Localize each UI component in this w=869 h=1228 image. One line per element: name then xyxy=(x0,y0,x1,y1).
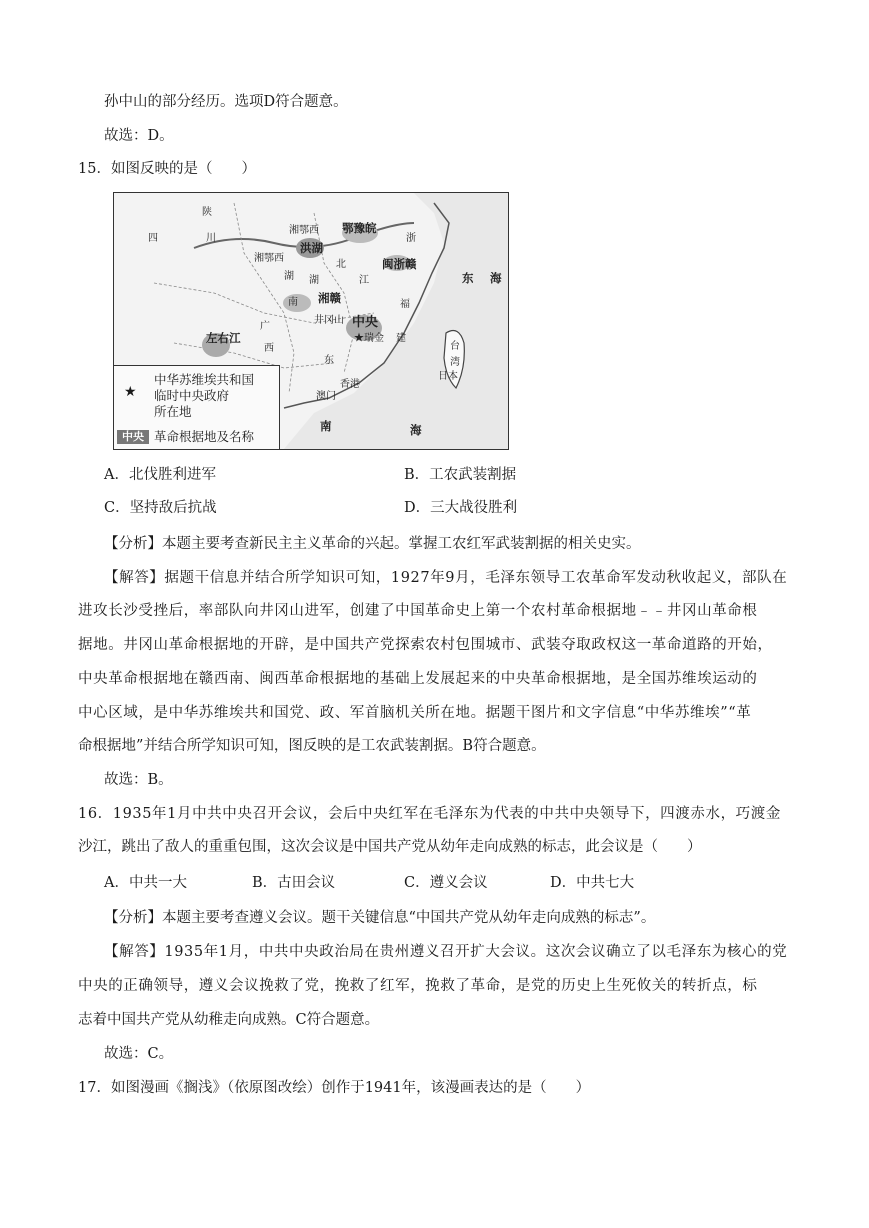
solution-15: 进攻长沙受挫后，率部队向井冈山进军，创建了中国革命史上第一个农村革命根据地﹣﹣井冈山革命根 xyxy=(78,603,758,619)
option-a: A．北伐胜利进军 xyxy=(104,467,216,483)
option-b: B．古田会议 xyxy=(252,875,336,891)
option-d: D．中共七大 xyxy=(550,875,635,891)
map-label: 闽浙赣 xyxy=(382,257,417,271)
map-label: 东 xyxy=(462,271,474,285)
analysis-16: 【分析】本题主要考查遵义会议。题干关键信息“中国共产党从幼年走向成熟的标志”。 xyxy=(104,910,656,926)
solution-15: 【解答】据题干信息并结合所学知识可知，1927年9月，毛泽东领导工农革命军发动秋收起义，部队在 xyxy=(104,570,788,586)
legend-base-swatch: 中央 xyxy=(117,430,149,444)
map-label: 台 xyxy=(450,341,460,352)
map-label: 陕 xyxy=(202,207,212,218)
map-label: 湘赣 xyxy=(318,291,341,305)
map-label: 东 xyxy=(324,355,334,366)
map-label: 南 xyxy=(320,419,332,433)
star-icon: ★ xyxy=(124,384,137,400)
option-a: A．中共一大 xyxy=(104,875,187,891)
legend-text: 中华苏维埃共和国 xyxy=(154,372,255,387)
solution-15: 据地。井冈山革命根据地的开辟，是中国共产党探索农村包围城市、武装夺取政权这一革命道路的开始， xyxy=(78,637,773,653)
map-label: 日本 xyxy=(438,371,458,382)
map-label: 海 xyxy=(490,271,502,285)
map-label: 澳门 xyxy=(316,391,336,402)
map-label: 湘鄂西 xyxy=(289,225,319,236)
option-b: B．工农武装割据 xyxy=(404,467,517,483)
map-legend xyxy=(114,365,280,450)
answer-15: 故选：B。 xyxy=(104,772,173,788)
map-label: 广 xyxy=(260,321,270,332)
map-label: 浙 xyxy=(406,233,416,244)
map-label: ★瑞金 xyxy=(354,333,384,344)
map-label: 井冈山 xyxy=(314,315,344,326)
solution-16: 【解答】1935年1月，中共中央政治局在贵州遵义召开扩大会议。这次会议确立了以毛泽东为核心的党 xyxy=(104,944,788,960)
map-label: 中央 xyxy=(352,315,379,330)
map-label: 建 xyxy=(396,333,406,344)
map-label: 江 xyxy=(359,275,369,286)
solution-15: 命根据地”并结合所学知识可知，图反映的是工农武装割据。B符合题意。 xyxy=(78,738,546,754)
solution-16: 志着中国共产党从幼稚走向成熟。C符合题意。 xyxy=(78,1012,380,1028)
legend-text: 所在地 xyxy=(154,404,192,419)
map-label: 湖 xyxy=(284,271,294,282)
text-line: 孙中山的部分经历。选项D符合题意。 xyxy=(104,94,348,110)
revolution-base-map xyxy=(113,192,509,450)
option-d: D．三大战役胜利 xyxy=(404,500,518,516)
question-15: 15．如图反映的是（ ） xyxy=(78,161,256,177)
map-label: 湾 xyxy=(450,357,460,368)
solution-15: 中心区域，是中华苏维埃共和国党、政、军首脑机关所在地。据题干图片和文字信息“中华苏维埃”“革 xyxy=(78,705,752,721)
question-17: 17．如图漫画《搁浅》（依原图改绘）创作于1941年，该漫画表达的是（ ） xyxy=(78,1080,591,1096)
question-16: 沙江，跳出了敌人的重重包围，这次会议是中国共产党从幼年走向成熟的标志，此会议是（ ） xyxy=(78,839,702,855)
answer-line: 故选：D。 xyxy=(104,128,174,144)
map-label: 川 xyxy=(206,233,216,244)
map-label: 湘鄂西 xyxy=(254,253,284,264)
map-label: 鄂豫皖 xyxy=(342,221,377,235)
option-c: C．坚持敌后抗战 xyxy=(104,500,217,516)
option-c: C．遵义会议 xyxy=(404,875,488,891)
map-label: 南 xyxy=(288,297,298,308)
map-label: 海 xyxy=(410,423,422,437)
map-label: 西 xyxy=(264,343,274,354)
question-16: 16．1935年1月中共中央召开会议，会后中央红军在毛泽东为代表的中共中央领导下，四渡赤水，巧渡金 xyxy=(78,806,781,822)
map-label: 湖 xyxy=(309,275,319,286)
legend-text: 临时中央政府 xyxy=(154,388,230,403)
map-label: 洪湖 xyxy=(300,241,323,255)
map-label: 左右江 xyxy=(206,331,241,345)
analysis-15: 【分析】本题主要考查新民主主义革命的兴起。掌握工农红军武装割据的相关史实。 xyxy=(104,536,641,552)
map-label: 福 xyxy=(400,299,410,310)
map-label: 四 xyxy=(148,233,158,244)
map-label: 北 xyxy=(336,259,346,270)
solution-16: 中央的正确领导，遵义会议挽救了党，挽救了红军，挽救了革命，是党的历史上生死攸关的转折点，标 xyxy=(78,978,758,994)
map-label: 香港 xyxy=(340,379,360,390)
solution-15: 中央革命根据地在赣西南、闽西革命根据地的基础上发展起来的中央革命根据地，是全国苏维埃运动的 xyxy=(78,671,758,687)
legend-text: 革命根据地及名称 xyxy=(154,429,255,444)
answer-16: 故选：C。 xyxy=(104,1046,174,1062)
